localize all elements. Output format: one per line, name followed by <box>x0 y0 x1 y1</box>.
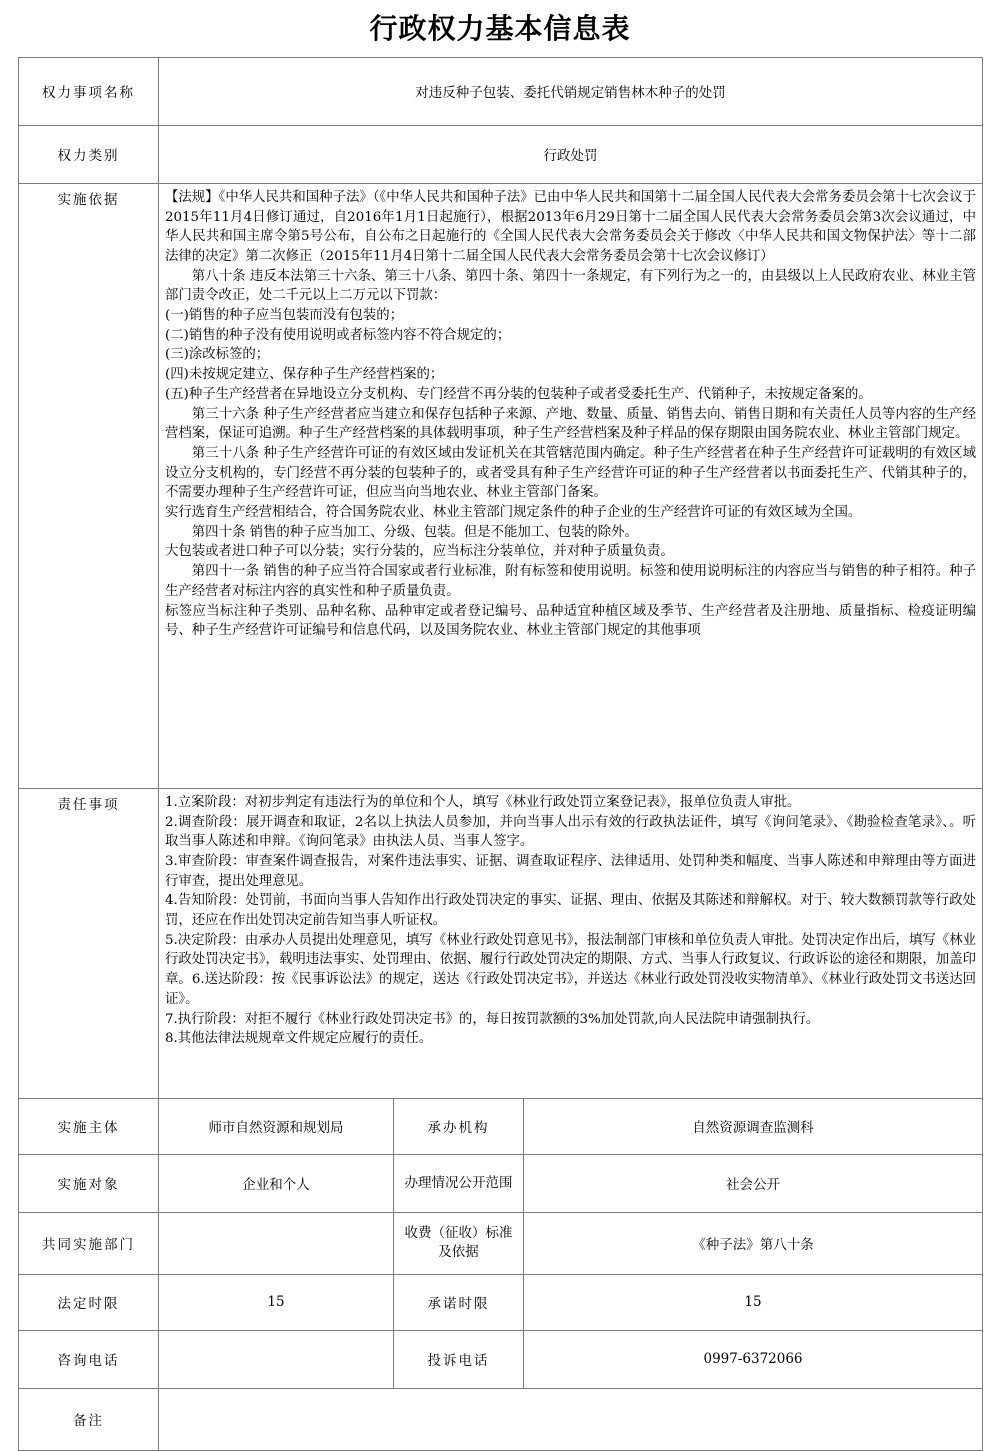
duty-paragraph: 5.决定阶段：由承办人员提出处理意见，填写《林业行政处罚意见书》，报法制部门审核和单位负责人审批。处罚决定作出后，填写《林业行政处罚决定书》，载明违法事实、处罚理由、依据、履行行政处罚决定的期限、方式、当事人行政复议、行政诉讼的途径和期限，加盖印章。6.送达阶段：按《民事诉讼法》的规定，送达《行政处罚决定书》，并送达《林业行政处罚没收实物清单》、《林业行政处罚文书送达回证》。 <box>165 932 977 1007</box>
table-row-statutory-time-limit <box>19 1274 983 1330</box>
row-value-power-item-name: 对违反种子包装、委托代销规定销售林木种子的处罚 <box>159 57 983 125</box>
row-label-handling-organization: 承办机构 <box>394 1098 524 1154</box>
page-title: 行政权力基本信息表 <box>369 12 631 45</box>
row-value-responsibility-items <box>159 788 983 1098</box>
row-label-disclosure-scope: 办理情况公开范围 <box>394 1154 524 1212</box>
row-value-remarks <box>159 1388 983 1450</box>
duty-paragraph: 2.调查阶段：展开调查和取证，2名以上执法人员参加，并向当事人出示有效的行政执法证件，填写《询问笔录》、《勘验检查笔录》、。听取当事人陈述和申辩。《询问笔录》由执法人员、当事人签字。 <box>165 814 977 850</box>
legal-paragraph: 第三十八条 种子生产经营许可证的有效区域由发证机关在其管辖范围内确定。种子生产经营者在种子生产经营许可证载明的有效区域设立分支机构的，专门经营不再分装的包装种子的，或者受具有种子生产经营许可证的种子生产经营者以书面委托生产、代销其种子的，不需要办理种子生产经营许可证，但应当向当地农业、林业主管部门备案。 <box>165 445 977 501</box>
row-label-implementation-object: 实施对象 <box>19 1154 159 1212</box>
legal-paragraph: 标签应当标注种子类别、品种名称、品种审定或者登记编号、品种适宜种植区域及季节、生产经营者及注册地、质量指标、检疫证明编号、种子生产经营许可证编号和信息代码，以及国务院农业、林业主管部门规定的其他事项 <box>165 603 977 639</box>
table-row-remarks <box>19 1388 983 1450</box>
row-label-promised-time-limit: 承诺时限 <box>394 1274 524 1330</box>
table-row-implementation-object <box>19 1154 983 1212</box>
row-label-fee-standard: 收费（征收）标准及依据 <box>394 1212 524 1274</box>
row-label-responsibility-items: 责任事项 <box>19 788 159 1098</box>
legal-paragraph: (五)种子生产经营者在异地设立分支机构、专门经营不再分装的包装种子或者受委托生产、代销种子，未按规定备案的。 <box>165 386 872 402</box>
duty-paragraph: 1.立案阶段：对初步判定有违法行为的单位和个人，填写《林业行政处罚立案登记表》，报单位负责人审批。 <box>165 794 801 810</box>
table-row-responsibility-items <box>19 788 983 1098</box>
administrative-power-info-table <box>18 57 983 1451</box>
table-row-phones <box>19 1330 983 1388</box>
row-label-remarks: 备注 <box>19 1388 159 1450</box>
legal-paragraph: (二)销售的种子没有使用说明或者标签内容不符合规定的； <box>165 327 511 343</box>
legal-paragraph: (三)涂改标签的； <box>165 347 270 363</box>
legal-paragraph: 【法规】《中华人民共和国种子法》（《中华人民共和国种子法》已由中华人民共和国第十二届全国人民代表大会常务委员会第十七次会议于2015年11月4日修订通过，自2016年1月1日起施行），根据2013年6月29日第十二届全国人民代表大会常务委员会第3次会议通过，中华人民共和国主席令第5号公布，自公布之日起施行的《全国人民代表大会常务委员会关于修改〈中华人民共和国文物保护法〉等十二部法律的决定》第二次修正（2015年11月4日第十二届全国人民代表大会常务委员会第十七次会议修订） <box>165 189 977 264</box>
row-value-fee-standard: 《种子法》第八十条 <box>524 1212 983 1274</box>
table-row-joint-departments <box>19 1212 983 1274</box>
row-label-consultation-phone: 咨询电话 <box>19 1330 159 1388</box>
row-label-power-category: 权力类别 <box>19 125 159 183</box>
legal-paragraph: 第三十六条 种子生产经营者应当建立和保存包括种子来源、产地、数量、质量、销售去向、销售日期和有关责任人员等内容的生产经营档案，保证可追溯。种子生产经营档案的具体载明事项，种子生产经营档案及种子样品的保存期限由国务院农业、林业主管部门规定。 <box>165 406 977 442</box>
duty-paragraph: 8.其他法律法规规章文件规定应履行的责任。 <box>165 1031 433 1047</box>
legal-paragraph: 实行选育生产经营相结合，符合国务院农业、林业主管部门规定条件的种子企业的生产经营许可证的有效区域为全国。 <box>165 505 862 521</box>
row-label-implementing-subject: 实施主体 <box>19 1098 159 1154</box>
row-value-implementation-object: 企业和个人 <box>159 1154 394 1212</box>
row-value-disclosure-scope: 社会公开 <box>524 1154 983 1212</box>
row-value-implementing-subject: 师市自然资源和规划局 <box>159 1098 394 1154</box>
row-label-power-item-name: 权力事项名称 <box>19 57 159 125</box>
legal-paragraph: (一)销售的种子应当包装而没有包装的； <box>165 308 404 324</box>
row-value-complaint-phone: 0997-6372066 <box>524 1330 983 1388</box>
row-label-joint-departments: 共同实施部门 <box>19 1212 159 1274</box>
duty-paragraph: 3.审查阶段：审查案件调查报告，对案件违法事实、证据、调查取证程序、法律适用、处罚种类和幅度、当事人陈述和申辩理由等方面进行审查，提出处理意见。 <box>165 853 977 889</box>
legal-paragraph: 第八十条 违反本法第三十六条、第三十八条、第四十条、第四十一条规定，有下列行为之一的，由县级以上人民政府农业、林业主管部门责令改正，处二千元以上二万元以下罚款： <box>165 268 977 304</box>
table-row-implementation-basis <box>19 183 983 788</box>
legal-paragraph: (四)未按规定建立、保存种子生产经营档案的； <box>165 367 444 383</box>
row-value-joint-departments <box>159 1212 394 1274</box>
table-row-implementing-subject <box>19 1098 983 1154</box>
duty-paragraph: 7.执行阶段：对拒不履行《林业行政处罚决定书》的，每日按罚款额的3%加处罚款,向人民法院申请强制执行。 <box>165 1011 820 1027</box>
row-value-power-category: 行政处罚 <box>159 125 983 183</box>
table-row-power-category <box>19 125 983 183</box>
table-row-power-item-name <box>19 57 983 125</box>
row-value-consultation-phone <box>159 1330 394 1388</box>
row-label-implementation-basis: 实施依据 <box>19 183 159 788</box>
legal-paragraph: 大包装或者进口种子可以分装；实行分装的，应当标注分装单位，并对种子质量负责。 <box>165 544 674 560</box>
legal-paragraph: 第四十一条 销售的种子应当符合国家或者行业标准，附有标签和使用说明。标签和使用说明标注的内容应当与销售的种子相符。种子生产经营者对标注内容的真实性和种子质量负责。 <box>165 564 977 599</box>
row-value-statutory-time-limit: 15 <box>159 1274 394 1330</box>
legal-paragraph: 第四十条 销售的种子应当加工、分级、包装。但是不能加工、包装的除外。 <box>191 524 638 540</box>
row-label-complaint-phone: 投诉电话 <box>394 1330 524 1388</box>
row-label-statutory-time-limit: 法定时限 <box>19 1274 159 1330</box>
duty-paragraph: 4.告知阶段：处罚前，书面向当事人告知作出行政处罚决定的事实、证据、理由、依据及其陈述和辩解权。对于、较大数额罚款等行政处罚，还应在作出处罚决定前告知当事人听证权。 <box>165 893 977 929</box>
row-value-handling-organization: 自然资源调查监测科 <box>524 1098 983 1154</box>
row-value-promised-time-limit: 15 <box>524 1274 983 1330</box>
row-value-implementation-basis <box>159 183 983 788</box>
